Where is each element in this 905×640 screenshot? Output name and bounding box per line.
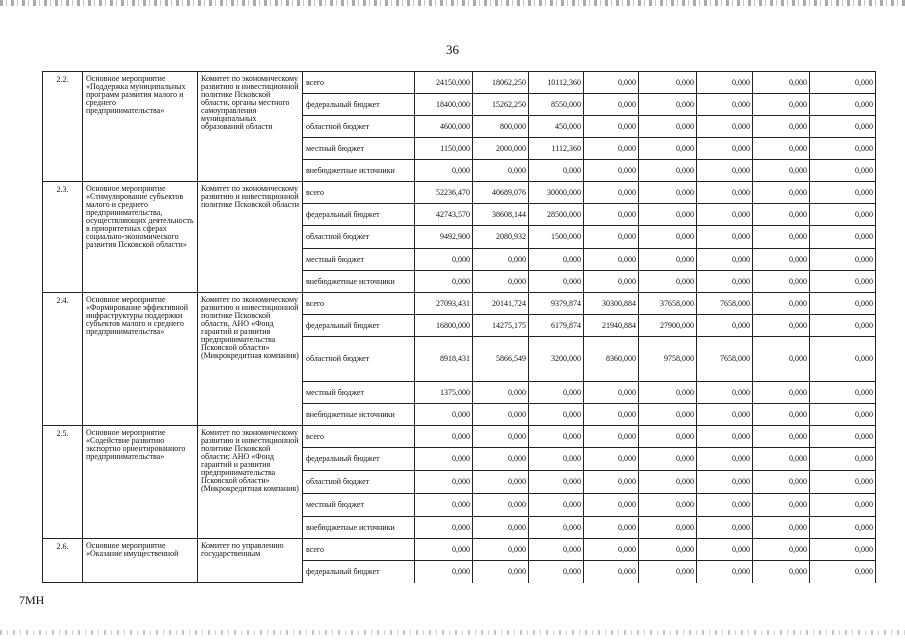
- amount-cell: 0,000: [415, 539, 473, 561]
- amount-cell: 16800,000: [415, 315, 473, 337]
- amount-cell: 0,000: [810, 72, 876, 94]
- amount-cell: 0,000: [584, 471, 639, 494]
- amount-cell: 0,000: [810, 337, 876, 382]
- amount-cell: 0,000: [584, 182, 639, 204]
- amount-cell: 0,000: [639, 138, 697, 160]
- amount-cell: 0,000: [639, 249, 697, 271]
- amount-cell: 0,000: [810, 138, 876, 160]
- funding-source: всего: [303, 72, 415, 94]
- amount-cell: 0,000: [753, 138, 810, 160]
- amount-cell: 0,000: [473, 517, 529, 539]
- amount-cell: 0,000: [584, 382, 639, 404]
- amount-cell: 0,000: [697, 517, 753, 539]
- amount-cell: 9758,000: [639, 337, 697, 382]
- amount-cell: 0,000: [639, 182, 697, 204]
- amount-cell: 0,000: [697, 204, 753, 226]
- amount-cell: 0,000: [810, 182, 876, 204]
- table-row: [43, 72, 876, 94]
- funding-source: федеральный бюджет: [303, 315, 415, 337]
- amount-cell: 24150,000: [415, 72, 473, 94]
- amount-cell: 0,000: [529, 404, 584, 426]
- amount-cell: 37658,000: [639, 293, 697, 315]
- amount-cell: 15262,250: [473, 94, 529, 116]
- amount-cell: 0,000: [584, 94, 639, 116]
- measure-title: Основное мероприятие «Поддержка муниципальных программ развития малого и среднего предпринимательства»: [83, 72, 198, 182]
- amount-cell: 0,000: [697, 249, 753, 271]
- amount-cell: 0,000: [473, 271, 529, 293]
- amount-cell: 0,000: [415, 494, 473, 517]
- amount-cell: 0,000: [584, 138, 639, 160]
- amount-cell: 0,000: [473, 382, 529, 404]
- amount-cell: 0,000: [753, 448, 810, 471]
- amount-cell: 1112,360: [529, 138, 584, 160]
- funding-source: всего: [303, 182, 415, 204]
- amount-cell: 0,000: [473, 448, 529, 471]
- amount-cell: 0,000: [639, 382, 697, 404]
- footer-code: 7МН: [19, 593, 45, 607]
- amount-cell: 0,000: [529, 494, 584, 517]
- amount-cell: 0,000: [697, 94, 753, 116]
- amount-cell: 0,000: [810, 160, 876, 182]
- funding-source: федеральный бюджет: [303, 204, 415, 226]
- amount-cell: 0,000: [810, 271, 876, 293]
- funding-source: местный бюджет: [303, 382, 415, 404]
- funding-source: внебюджетные источники: [303, 517, 415, 539]
- funding-source: всего: [303, 293, 415, 315]
- section-number: 2.2.: [43, 72, 83, 182]
- amount-cell: 0,000: [697, 271, 753, 293]
- amount-cell: 0,000: [639, 72, 697, 94]
- amount-cell: 0,000: [415, 448, 473, 471]
- amount-cell: 0,000: [529, 271, 584, 293]
- amount-cell: 0,000: [473, 494, 529, 517]
- amount-cell: 0,000: [810, 226, 876, 249]
- amount-cell: 0,000: [753, 293, 810, 315]
- funding-source: областной бюджет: [303, 337, 415, 382]
- amount-cell: 0,000: [639, 94, 697, 116]
- amount-cell: 38608,144: [473, 204, 529, 226]
- amount-cell: 0,000: [810, 494, 876, 517]
- amount-cell: 0,000: [639, 494, 697, 517]
- amount-cell: 40689,076: [473, 182, 529, 204]
- amount-cell: 0,000: [639, 539, 697, 561]
- funding-source: всего: [303, 426, 415, 448]
- amount-cell: 0,000: [697, 426, 753, 448]
- amount-cell: 0,000: [697, 72, 753, 94]
- amount-cell: 21940,884: [584, 315, 639, 337]
- amount-cell: 2000,000: [473, 138, 529, 160]
- amount-cell: 0,000: [753, 494, 810, 517]
- amount-cell: 0,000: [639, 160, 697, 182]
- funding-source: местный бюджет: [303, 249, 415, 271]
- amount-cell: 0,000: [415, 249, 473, 271]
- amount-cell: 0,000: [415, 426, 473, 448]
- amount-cell: 0,000: [810, 293, 876, 315]
- amount-cell: 0,000: [753, 160, 810, 182]
- amount-cell: 0,000: [473, 160, 529, 182]
- amount-cell: 0,000: [473, 426, 529, 448]
- page-number: 36: [446, 42, 459, 57]
- amount-cell: 10112,360: [529, 72, 584, 94]
- amount-cell: 5866,549: [473, 337, 529, 382]
- amount-cell: 0,000: [529, 517, 584, 539]
- amount-cell: 0,000: [639, 448, 697, 471]
- amount-cell: 0,000: [810, 249, 876, 271]
- amount-cell: 0,000: [697, 116, 753, 138]
- funding-source: областной бюджет: [303, 226, 415, 249]
- amount-cell: 0,000: [697, 561, 753, 583]
- amount-cell: 28500,000: [529, 204, 584, 226]
- amount-cell: 0,000: [753, 337, 810, 382]
- amount-cell: 0,000: [810, 204, 876, 226]
- funding-source: местный бюджет: [303, 494, 415, 517]
- amount-cell: 0,000: [753, 426, 810, 448]
- amount-cell: 0,000: [529, 160, 584, 182]
- amount-cell: 1150,000: [415, 138, 473, 160]
- funding-source: федеральный бюджет: [303, 448, 415, 471]
- amount-cell: 0,000: [415, 517, 473, 539]
- amount-cell: 0,000: [753, 271, 810, 293]
- amount-cell: 0,000: [810, 116, 876, 138]
- amount-cell: 0,000: [697, 160, 753, 182]
- amount-cell: 0,000: [697, 494, 753, 517]
- amount-cell: 18062,250: [473, 72, 529, 94]
- measure-title: Основное мероприятие «Оказание имущественной: [83, 539, 198, 583]
- amount-cell: 2080,932: [473, 226, 529, 249]
- amount-cell: 6179,874: [529, 315, 584, 337]
- amount-cell: 27093,431: [415, 293, 473, 315]
- amount-cell: 8550,000: [529, 94, 584, 116]
- amount-cell: 0,000: [810, 517, 876, 539]
- amount-cell: 0,000: [697, 404, 753, 426]
- amount-cell: 20141,724: [473, 293, 529, 315]
- amount-cell: 3200,000: [529, 337, 584, 382]
- amount-cell: 0,000: [639, 471, 697, 494]
- amount-cell: 30000,000: [529, 182, 584, 204]
- amount-cell: 0,000: [639, 271, 697, 293]
- funding-source: областной бюджет: [303, 471, 415, 494]
- amount-cell: 8360,000: [584, 337, 639, 382]
- amount-cell: 0,000: [473, 539, 529, 561]
- executor-name: Комитет по экономическому развитию и инвестиционной политике Псковской области, органы местного самоуправления муниципальных образований области: [198, 72, 303, 182]
- amount-cell: 0,000: [529, 539, 584, 561]
- amount-cell: 450,000: [529, 116, 584, 138]
- amount-cell: 0,000: [584, 204, 639, 226]
- amount-cell: 27900,000: [639, 315, 697, 337]
- amount-cell: 9492,900: [415, 226, 473, 249]
- scan-edge-bottom: [0, 630, 905, 635]
- funding-source: всего: [303, 539, 415, 561]
- executor-name: Комитет по экономическому развитию и инвестиционной политике Псковской области, АНО «Фонд гарантий и развития предпринимательства Псковской области» (Микрокредитная компания): [198, 293, 303, 426]
- funding-source: местный бюджет: [303, 138, 415, 160]
- amount-cell: 14275,175: [473, 315, 529, 337]
- table-row: [43, 182, 876, 204]
- amount-cell: 0,000: [473, 404, 529, 426]
- amount-cell: 0,000: [584, 426, 639, 448]
- amount-cell: 1500,000: [529, 226, 584, 249]
- amount-cell: 0,000: [697, 448, 753, 471]
- amount-cell: 0,000: [753, 204, 810, 226]
- amount-cell: 0,000: [753, 404, 810, 426]
- amount-cell: 0,000: [810, 448, 876, 471]
- amount-cell: 0,000: [584, 448, 639, 471]
- table-row: [43, 426, 876, 448]
- amount-cell: 0,000: [584, 404, 639, 426]
- amount-cell: 0,000: [753, 226, 810, 249]
- amount-cell: 0,000: [529, 561, 584, 583]
- amount-cell: 0,000: [584, 561, 639, 583]
- amount-cell: 0,000: [584, 226, 639, 249]
- amount-cell: 0,000: [753, 517, 810, 539]
- executor-name: Комитет по управлению государственным: [198, 539, 303, 583]
- section-number: 2.4.: [43, 293, 83, 426]
- amount-cell: 0,000: [753, 382, 810, 404]
- section-number: 2.5.: [43, 426, 83, 539]
- amount-cell: 0,000: [639, 426, 697, 448]
- amount-cell: 0,000: [529, 382, 584, 404]
- amount-cell: 0,000: [584, 116, 639, 138]
- amount-cell: 0,000: [584, 160, 639, 182]
- amount-cell: 0,000: [415, 471, 473, 494]
- amount-cell: 18400,000: [415, 94, 473, 116]
- amount-cell: 0,000: [697, 539, 753, 561]
- amount-cell: 0,000: [810, 382, 876, 404]
- amount-cell: 0,000: [810, 315, 876, 337]
- amount-cell: 0,000: [529, 448, 584, 471]
- table-row: [43, 293, 876, 315]
- amount-cell: 0,000: [753, 94, 810, 116]
- amount-cell: 0,000: [529, 426, 584, 448]
- amount-cell: 8918,431: [415, 337, 473, 382]
- amount-cell: 0,000: [584, 494, 639, 517]
- amount-cell: 0,000: [529, 249, 584, 271]
- amount-cell: 0,000: [753, 249, 810, 271]
- budget-table: [42, 71, 876, 583]
- executor-name: Комитет по экономическому развитию и инвестиционной политике Псковской области: [198, 182, 303, 293]
- amount-cell: 0,000: [473, 561, 529, 583]
- amount-cell: 0,000: [697, 138, 753, 160]
- amount-cell: 0,000: [639, 116, 697, 138]
- amount-cell: 0,000: [415, 561, 473, 583]
- funding-source: областной бюджет: [303, 116, 415, 138]
- amount-cell: 0,000: [810, 539, 876, 561]
- funding-source: внебюджетные источники: [303, 271, 415, 293]
- funding-source: внебюджетные источники: [303, 404, 415, 426]
- measure-title: Основное мероприятие «Содействие развитию экспортно ориентированного предпринимательства»: [83, 426, 198, 539]
- amount-cell: 0,000: [753, 539, 810, 561]
- amount-cell: 0,000: [810, 471, 876, 494]
- scan-edge-top: [0, 0, 905, 6]
- amount-cell: 0,000: [639, 404, 697, 426]
- amount-cell: 0,000: [415, 404, 473, 426]
- amount-cell: 0,000: [810, 561, 876, 583]
- amount-cell: 0,000: [639, 561, 697, 583]
- funding-source: федеральный бюджет: [303, 94, 415, 116]
- funding-source: федеральный бюджет: [303, 561, 415, 583]
- amount-cell: 0,000: [639, 226, 697, 249]
- amount-cell: 4600,000: [415, 116, 473, 138]
- amount-cell: 0,000: [697, 471, 753, 494]
- table-body: [43, 72, 876, 583]
- amount-cell: 0,000: [697, 382, 753, 404]
- amount-cell: 800,000: [473, 116, 529, 138]
- amount-cell: 0,000: [697, 315, 753, 337]
- amount-cell: 0,000: [639, 517, 697, 539]
- amount-cell: 7658,000: [697, 293, 753, 315]
- amount-cell: 30300,884: [584, 293, 639, 315]
- amount-cell: 0,000: [697, 226, 753, 249]
- amount-cell: 0,000: [697, 182, 753, 204]
- amount-cell: 0,000: [753, 315, 810, 337]
- amount-cell: 0,000: [473, 471, 529, 494]
- amount-cell: 0,000: [753, 471, 810, 494]
- amount-cell: 0,000: [753, 182, 810, 204]
- section-number: 2.6.: [43, 539, 83, 583]
- measure-title: Основное мероприятие «Формирование эффективной инфраструктуры поддержки субъектов малого и среднего предпринимательства»: [83, 293, 198, 426]
- amount-cell: 0,000: [753, 116, 810, 138]
- amount-cell: 0,000: [753, 561, 810, 583]
- amount-cell: 0,000: [810, 94, 876, 116]
- amount-cell: 0,000: [529, 471, 584, 494]
- amount-cell: 7658,000: [697, 337, 753, 382]
- amount-cell: 0,000: [810, 404, 876, 426]
- amount-cell: 0,000: [415, 160, 473, 182]
- amount-cell: 0,000: [584, 249, 639, 271]
- section-number: 2.3.: [43, 182, 83, 293]
- amount-cell: 0,000: [639, 204, 697, 226]
- amount-cell: 42743,570: [415, 204, 473, 226]
- amount-cell: 0,000: [584, 517, 639, 539]
- amount-cell: 0,000: [810, 426, 876, 448]
- amount-cell: 52236,470: [415, 182, 473, 204]
- amount-cell: 1375,000: [415, 382, 473, 404]
- amount-cell: 0,000: [473, 249, 529, 271]
- table-row: [43, 539, 876, 561]
- amount-cell: 0,000: [584, 271, 639, 293]
- amount-cell: 9379,874: [529, 293, 584, 315]
- amount-cell: 0,000: [584, 539, 639, 561]
- amount-cell: 0,000: [584, 72, 639, 94]
- measure-title: Основное мероприятие «Стимулирование субъектов малого и среднего предпринимательства, осуществляющих деятельность в приоритетных сферах социально-экономического развития Псковской области»: [83, 182, 198, 293]
- executor-name: Комитет по экономическому развитию и инвестиционной политике Псковской области; АНО «Фонд гарантий и развития предпринимательства Псковской области» (Микрокредитная компания): [198, 426, 303, 539]
- amount-cell: 0,000: [415, 271, 473, 293]
- funding-source: внебюджетные источники: [303, 160, 415, 182]
- amount-cell: 0,000: [753, 72, 810, 94]
